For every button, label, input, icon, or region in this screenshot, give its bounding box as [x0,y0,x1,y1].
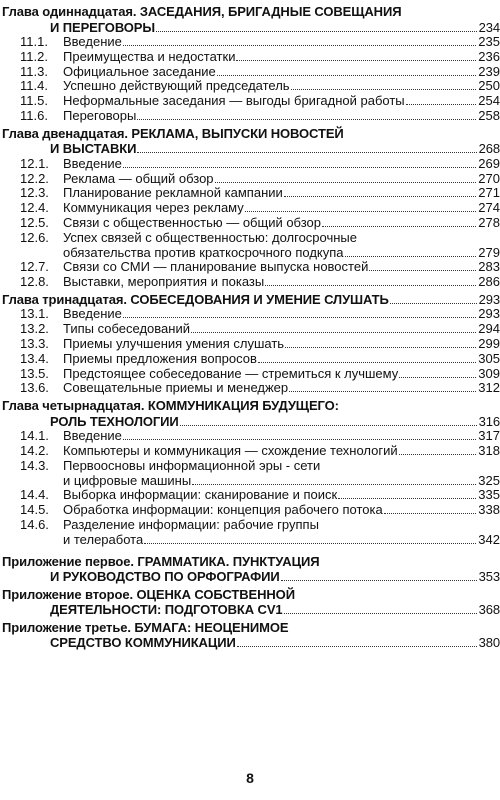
chapter-13[interactable] [0,292,500,396]
section-entry[interactable] [0,429,500,444]
appendix-3[interactable] [0,620,500,651]
section-number: 12.4. [20,200,49,216]
section-body [63,65,500,80]
section-number: 13.6. [20,380,49,396]
appendix-3-text: СРЕДСТВО КОММУНИКАЦИИ [50,635,236,651]
section-dot-leader [284,195,477,197]
appendix-2-page: 368 [478,602,500,618]
chapter-14-title-line [0,398,500,414]
appendix-1-title-line [0,554,500,570]
section-dot-leader [406,103,477,105]
section-entry[interactable] [0,488,500,503]
chapter-14-title-text: Глава четырнадцатая. КОММУНИКАЦИЯ БУДУЩЕГО: [2,398,339,414]
section-number: 12.3. [20,185,49,201]
section-number: 11.4. [20,78,48,94]
section-text: Коммуникация через рекламу [63,201,244,216]
section-page: 342 [478,531,500,547]
section-page: 299 [478,336,500,352]
section-text: Типы собеседований [63,322,190,337]
chapter-14[interactable] [0,398,500,547]
section-text: Неформальные заседания — выгоды бригадной работы [63,94,405,109]
section-text: Обработка информации: концепция рабочего потока [63,503,383,518]
chapter-14-page: 316 [478,413,500,429]
section-dot-leader [384,512,477,514]
section-number: 13.4. [20,350,49,366]
section-leader-row [63,172,500,187]
section-entry[interactable] [0,503,500,518]
section-body [63,172,500,187]
section-entry[interactable] [0,35,500,50]
chapter-13-leader-row [2,292,500,308]
section-dot-leader [399,453,477,455]
section-entry[interactable] [0,352,500,367]
section-entry[interactable] [0,172,500,187]
section-body [63,322,500,337]
section-body [63,307,500,322]
section-body [63,201,500,216]
section-leader-row [63,201,500,216]
section-page: 239 [478,63,500,79]
section-leader-row [63,94,500,109]
appendix-2-title-text: Приложение второе. ОЦЕНКА СОБСТВЕННОЙ [2,586,295,602]
section-entry[interactable] [0,367,500,382]
section-text: и телеработа [63,532,144,547]
section-page: 325 [478,472,500,488]
section-body [63,260,500,275]
section-text: Официальное заседание [63,64,216,79]
section-dot-leader [144,542,476,544]
section-page: 305 [478,350,500,366]
section-text: Введение [63,307,122,322]
section-number: 14.1. [20,428,49,444]
section-number: 14.5. [20,502,49,518]
section-page: 270 [478,170,500,186]
table-of-contents [0,2,500,651]
section-entry[interactable] [0,275,500,290]
section-number: 12.5. [20,214,49,230]
section-page: 293 [478,306,500,322]
section-body [63,109,500,124]
section-entry[interactable] [0,50,500,65]
section-entry[interactable] [0,157,500,172]
section-page: 279 [478,244,500,260]
section-entry[interactable] [0,79,500,94]
chapter-12-leader-row [50,141,500,157]
section-leader-row [63,157,500,172]
section-entry[interactable] [0,322,500,337]
chapter-12-page: 268 [478,141,500,157]
section-text: Успешно действующий председатель [63,79,290,94]
section-entry[interactable] [0,231,500,261]
section-number: 14.4. [20,487,49,503]
section-entry[interactable] [0,186,500,201]
section-leader-row [63,429,500,444]
chapter-13-dot-leader [390,302,477,304]
section-page: 335 [478,487,500,503]
section-entry[interactable] [0,260,500,275]
section-number: 12.8. [20,274,49,290]
section-number: 11.6. [20,107,48,123]
section-body [63,429,500,444]
section-dot-leader [322,225,476,227]
section-body [63,503,500,518]
appendix-3-title-line [0,635,500,651]
appendix-1-title-line [0,569,500,585]
section-leader-row [63,367,500,382]
appendix-3-title-text: Приложение третье. БУМАГА: НЕОЦЕНИМОЕ [2,619,289,635]
section-entry[interactable] [0,109,500,124]
section-number: 13.3. [20,336,49,352]
section-body [63,352,500,367]
section-entry[interactable] [0,307,500,322]
section-title-line: Успех связей с общественностью: долгосрочные [63,229,358,245]
appendix-1-leader-row [50,569,500,585]
appendix-3-dot-leader [237,645,477,647]
appendix-1-text: И РУКОВОДСТВО ПО ОРФОГРАФИИ [50,569,280,585]
chapter-11-leader-row [50,20,500,36]
chapter-12-dot-leader [137,151,476,153]
appendix-3-page: 380 [478,635,500,651]
section-page: 235 [478,34,500,49]
section-entry[interactable] [0,94,500,109]
section-body [63,444,500,459]
section-page: 258 [478,107,500,123]
section-number: 11.1. [20,34,48,49]
section-title-line: Первоосновы информационной эры - сети [63,457,321,473]
section-body [63,186,500,201]
section-leader-row [63,186,500,201]
section-leader-row [63,474,500,489]
section-page: 317 [478,428,500,444]
section-dot-leader [192,483,476,485]
section-page: 318 [478,443,500,459]
section-leader-row [63,65,500,80]
section-body [63,94,500,109]
section-text: Выставки, мероприятия и показы [63,275,265,290]
section-text: и цифровые машины [63,473,192,488]
section-page: 309 [478,365,500,381]
section-text: Выборка информации: сканирование и поиск [63,488,338,503]
section-leader-row [63,275,500,290]
chapter-11[interactable] [0,4,500,124]
chapter-11-text: И ПЕРЕГОВОРЫ [50,19,155,35]
section-page: 254 [478,93,500,109]
section-leader-row [63,35,500,50]
section-leader-row [63,337,500,352]
section-body [63,518,500,548]
section-dot-leader [289,390,476,392]
appendix-1[interactable] [0,554,500,585]
section-leader-row [63,444,500,459]
section-dot-leader [123,316,476,318]
section-page: 286 [478,274,500,290]
appendix-1-title-text: Приложение первое. ГРАММАТИКА. ПУНКТУАЦИЯ [2,553,320,569]
section-body [63,231,500,261]
section-page: 283 [478,259,500,275]
section-page: 271 [478,185,500,201]
chapter-12-title-line [0,141,500,157]
section-number: 11.3. [20,63,48,79]
section-entry[interactable] [0,381,500,396]
section-leader-row [63,50,500,65]
section-number: 11.5. [20,93,48,109]
section-dot-leader [369,269,476,271]
section-leader-row [63,488,500,503]
section-body [63,488,500,503]
section-text: Введение [63,429,122,444]
section-entry[interactable] [0,459,500,489]
chapter-11-title-line [0,4,500,20]
section-text: Переговоры [63,108,137,123]
section-body [63,35,500,50]
section-dot-leader [123,166,476,168]
section-dot-leader [291,88,477,90]
section-body [63,275,500,290]
section-body [63,79,500,94]
section-text: Связи со СМИ — планирование выпуска новостей [63,260,369,275]
chapter-11-title-text: Глава одиннадцатая. ЗАСЕДАНИЯ, БРИГАДНЫЕ СОВЕЩАНИЯ [2,4,402,19]
section-text: Введение [63,156,122,171]
section-body [63,157,500,172]
chapter-14-dot-leader [180,424,477,426]
section-text: Планирование рекламной кампании [63,186,283,201]
section-number: 12.2. [20,170,49,186]
section-number: 13.1. [20,306,49,322]
section-dot-leader [265,284,476,286]
chapter-13-title-line [0,292,500,308]
section-leader-row [63,246,500,261]
section-dot-leader [191,331,476,333]
section-dot-leader [123,44,476,46]
section-leader-row [63,307,500,322]
appendix-2[interactable] [0,587,500,618]
appendix-1-page: 353 [478,569,500,585]
chapter-11-page: 234 [478,19,500,35]
chapter-12-title-line [0,126,500,142]
appendix-2-text: ДЕЯТЕЛЬНОСТИ: ПОДГОТОВКА CV1 [50,602,283,618]
section-leader-row [63,352,500,367]
appendix-2-title-line [0,587,500,603]
section-leader-row [63,109,500,124]
section-entry[interactable] [0,65,500,80]
chapter-11-dot-leader [156,30,477,32]
section-text: Приемы улучшения умения слушать [63,337,285,352]
section-page: 294 [478,321,500,337]
chapter-11-title-line [0,20,500,36]
section-body [63,381,500,396]
section-body [63,216,500,231]
section-leader-row [63,533,500,548]
section-leader-row [63,322,500,337]
section-dot-leader [215,181,477,183]
section-body [63,367,500,382]
section-number: 14.2. [20,443,49,459]
section-entry[interactable] [0,518,500,548]
section-page: 338 [478,502,500,518]
section-dot-leader [236,59,476,61]
section-number: 13.5. [20,365,49,381]
section-page: 269 [478,155,500,171]
section-text: Введение [63,35,122,49]
section-dot-leader [217,74,477,76]
section-text: Совещательные приемы и менеджер [63,381,289,396]
section-number: 12.1. [20,155,49,171]
section-entry[interactable] [0,216,500,231]
section-entry[interactable] [0,201,500,216]
chapter-14-title-line [0,414,500,430]
section-body [63,50,500,65]
chapter-12-title-text: Глава двенадцатая. РЕКЛАМА, ВЫПУСКИ НОВОСТЕЙ [2,125,344,141]
section-dot-leader [258,361,476,363]
chapter-13-page: 293 [478,291,500,307]
chapter-12[interactable] [0,126,500,290]
section-leader-row [63,381,500,396]
section-text: Связи с общественностью — общий обзор [63,215,321,230]
appendix-2-leader-row [50,602,500,618]
section-title-line: Разделение информации: рабочие группы [63,517,319,533]
section-text: Приемы предложения вопросов [63,351,257,366]
chapter-14-leader-row [50,414,500,430]
section-number: 14.6. [20,517,49,533]
chapter-12-text: И ВЫСТАВКИ [50,141,137,157]
section-leader-row [63,260,500,275]
section-entry[interactable] [0,337,500,352]
section-number: 12.6. [20,229,49,245]
chapter-13-text: Глава тринадцатая. СОБЕСЕДОВАНИЯ И УМЕНИЕ СЛУШАТЬ [2,291,389,307]
appendix-3-title-line [0,620,500,636]
page-number: 8 [246,770,254,786]
section-text: Компьютеры и коммуникация — схождение технологий [63,444,398,459]
section-page: 278 [478,214,500,230]
section-number: 14.3. [20,457,49,473]
section-dot-leader [399,376,476,378]
appendix-1-dot-leader [281,579,477,581]
section-dot-leader [338,497,476,499]
section-leader-row [63,216,500,231]
section-page: 274 [478,200,500,216]
section-dot-leader [285,346,476,348]
section-body [63,337,500,352]
appendix-2-title-line [0,602,500,618]
section-page: 250 [478,78,500,94]
section-leader-row [63,503,500,518]
appendix-3-leader-row [50,635,500,651]
section-body [63,459,500,489]
section-text: Предстоящее собеседование — стремиться к лучшему [63,366,399,381]
section-leader-row [63,79,500,94]
section-dot-leader [123,438,476,440]
section-text: Реклама — общий обзор [63,171,214,186]
section-dot-leader [345,255,477,257]
appendix-2-dot-leader [284,612,477,614]
section-dot-leader [137,118,476,120]
section-number: 12.7. [20,259,49,275]
chapter-14-text: РОЛЬ ТЕХНОЛОГИИ [50,413,179,429]
section-text: Преимущества и недостатки [63,49,236,64]
section-entry[interactable] [0,444,500,459]
section-page: 312 [478,380,500,396]
section-number: 13.2. [20,321,49,337]
section-page: 236 [478,48,500,64]
section-number: 11.2. [20,48,48,64]
section-text: обязательства против краткосрочного подкупа [63,245,344,260]
section-dot-leader [245,210,477,212]
